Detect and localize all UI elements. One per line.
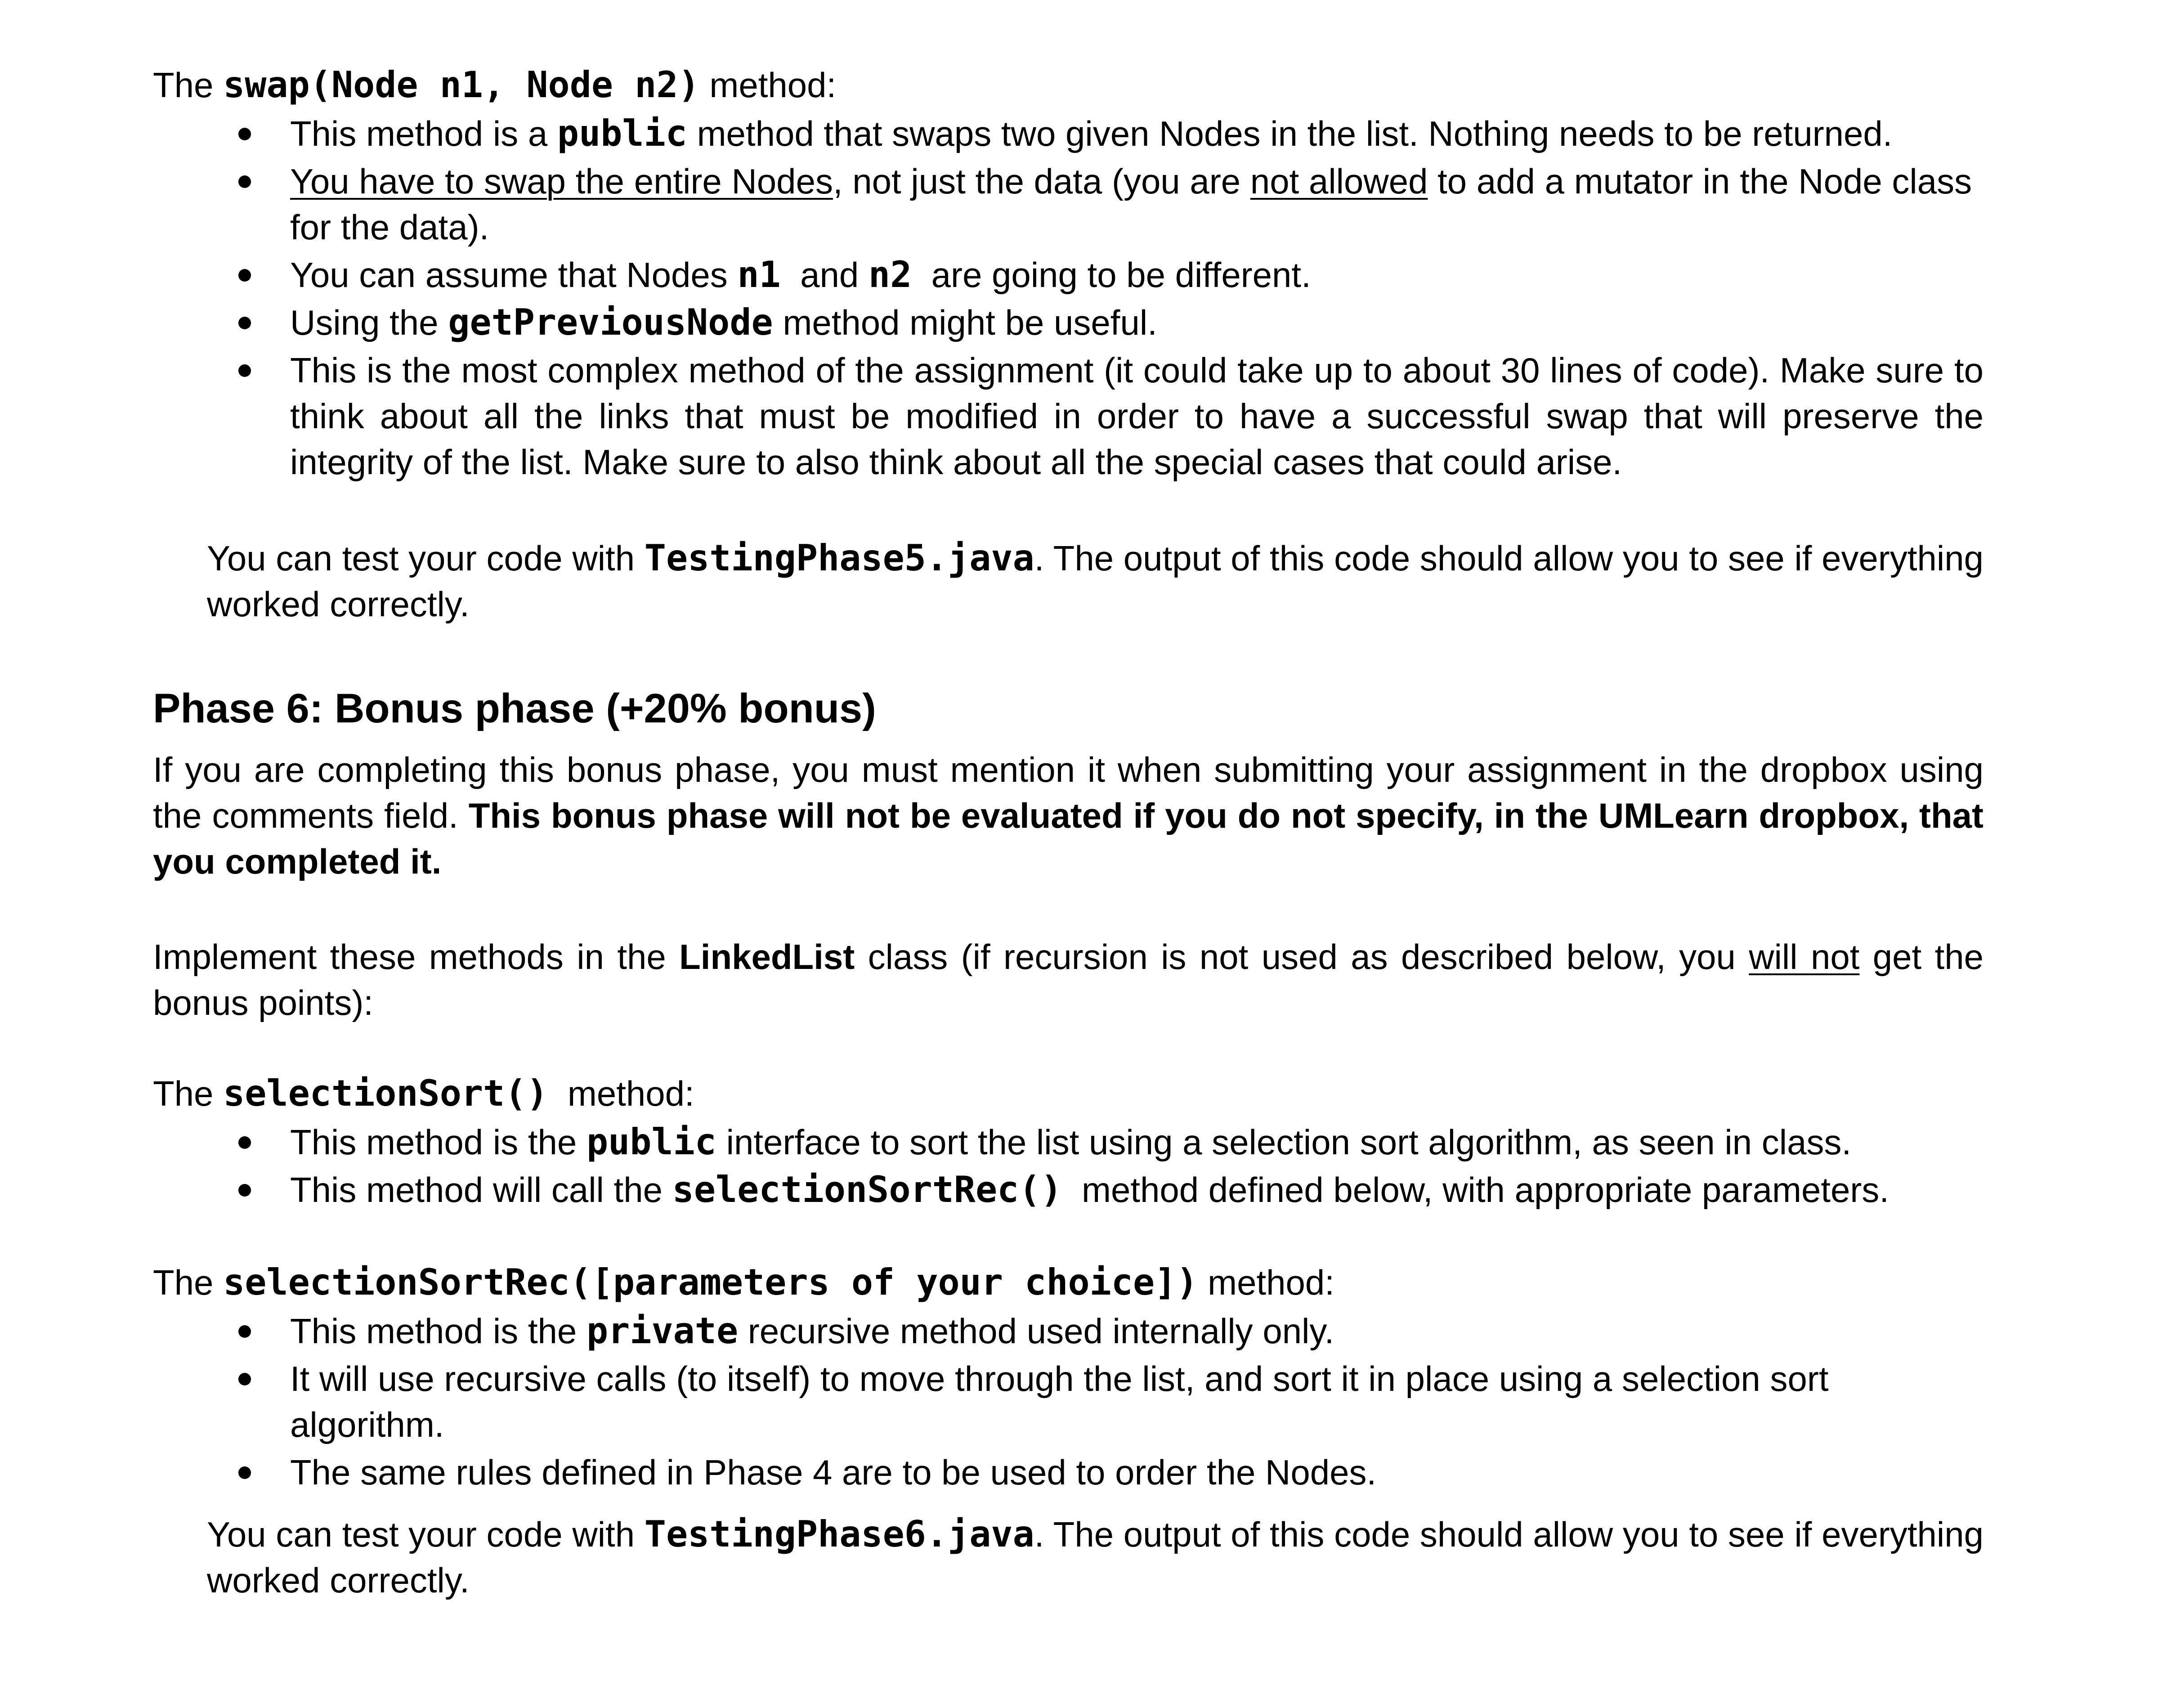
phase6-intro-paragraph: If you are completing this bonus phase, you must mention it when submitting your assignment in the dropbox using the comments field. This bonus phase will not be evaluated if you do not specify, in the UMLearn dropbox, that you completed it.	[153, 750, 1984, 881]
list-item: You can assume that Nodes n1 and n2 are going to be different.	[153, 252, 1983, 298]
bullet-icon	[238, 364, 251, 377]
selection-sort-header: The selectionSort() method:	[153, 1072, 694, 1114]
list-item: You have to swap the entire Nodes, not just the data (you are not allowed to add a mutator in the Node class for the data).	[153, 158, 1983, 250]
bullet-icon	[238, 1136, 251, 1149]
bullet-icon	[238, 1184, 251, 1197]
bullet-icon	[238, 175, 251, 188]
section-heading: Phase 6: Bonus phase (+20% bonus)	[153, 686, 876, 731]
list-item: Using the getPreviousNode method might be useful.	[153, 300, 1983, 345]
swap-bullet-list	[153, 111, 1983, 485]
selection-sort-rec-header: The selectionSortRec([parameters of your choice]) method:	[153, 1261, 1334, 1303]
list-item: This method is the private recursive method used internally only.	[153, 1308, 1983, 1354]
list-item: The same rules defined in Phase 4 are to be used to order the Nodes.	[153, 1449, 1983, 1495]
list-item: This method is the public interface to sort the list using a selection sort algorithm, as seen in class.	[153, 1119, 1983, 1165]
selection-sort-bullet-list	[153, 1119, 1983, 1213]
selection-sort-rec-signature: selectionSortRec([parameters of your choice])	[223, 1261, 1198, 1303]
test-phase6-paragraph: You can test your code with TestingPhase6.java. The output of this code should allow you to see if everything worked correctly.	[207, 1513, 1984, 1600]
test-file-name: TestingPhase6.java	[644, 1513, 1034, 1555]
swap-method-header: The swap(Node n1, Node n2) method:	[153, 64, 837, 106]
list-item: This method is a public method that swaps two given Nodes in the list. Nothing needs to be returned.	[153, 111, 1983, 157]
implement-paragraph: Implement these methods in the LinkedList class (if recursion is not used as described below, you will not get the bonus points):	[153, 937, 1984, 1022]
bullet-icon	[238, 317, 251, 329]
test-file-name: TestingPhase5.java	[644, 537, 1034, 579]
test-phase5-paragraph: You can test your code with TestingPhase5.java. The output of this code should allow you to see if everything worked correctly.	[207, 537, 1984, 624]
bullet-icon	[238, 1466, 251, 1479]
list-item: This method will call the selectionSortRec() method defined below, with appropriate parameters.	[153, 1167, 1983, 1213]
selection-sort-rec-bullet-list	[153, 1308, 1983, 1495]
bullet-icon	[238, 1373, 251, 1385]
list-item: This is the most complex method of the assignment (it could take up to about 30 lines of code). Make sure to think about all the links that must be modified in order to have a successful swap that will preserve the integrity of the list. Make sure to also think about all the special cases that could arise.	[153, 347, 1983, 485]
swap-signature: swap(Node n1, Node n2)	[223, 64, 700, 106]
bullet-icon	[238, 128, 251, 140]
bullet-icon	[238, 1325, 251, 1338]
list-item: It will use recursive calls (to itself) to move through the list, and sort it in place using a selection sort algorithm.	[153, 1356, 1983, 1448]
selection-sort-signature: selectionSort()	[223, 1072, 548, 1114]
bullet-icon	[238, 269, 251, 282]
